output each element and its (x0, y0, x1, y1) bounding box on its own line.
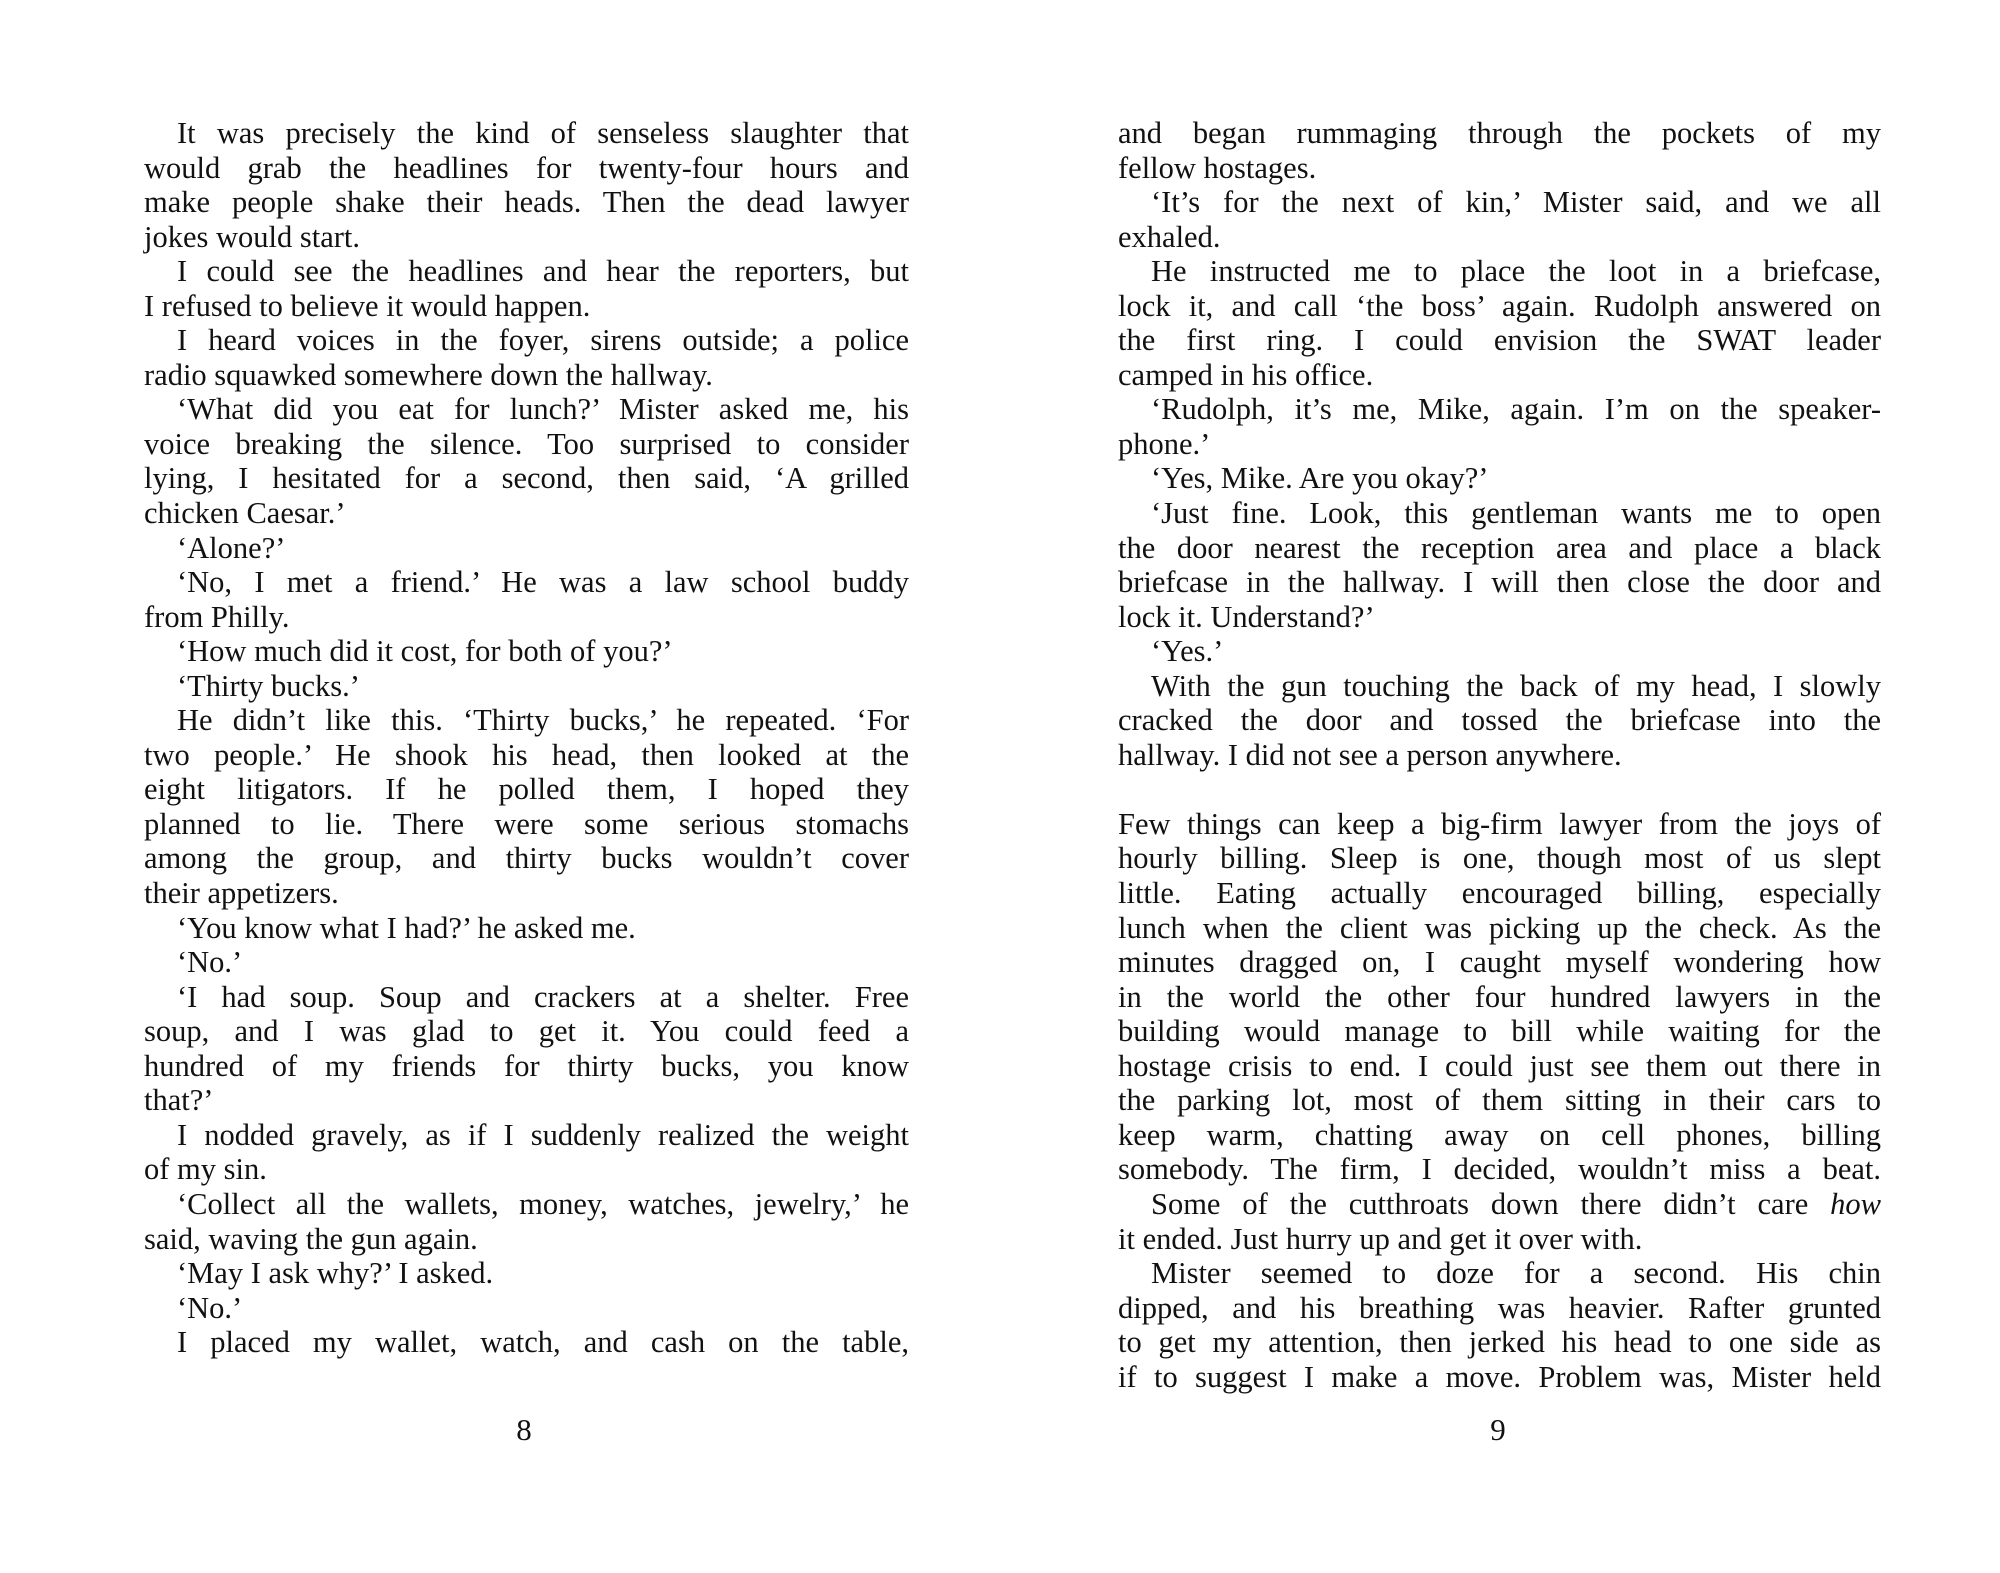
text-line: dipped, and his breathing was heavier. Rafter grunted (1118, 1290, 1881, 1325)
text-line: I nodded gravely, as if I suddenly realized the weight (177, 1117, 909, 1152)
text-line: two people.’ He shook his head, then looked at the (144, 737, 909, 772)
text-line: briefcase in the hallway. I will then close the door and (1118, 565, 1881, 600)
text-line: ‘Collect all the wallets, money, watches, jewelry,’ he (177, 1186, 909, 1221)
text-line: ‘Thirty bucks.’ (177, 668, 360, 703)
text-line: camped in his office. (1118, 357, 1374, 392)
text-line: to get my attention, then jerked his head to one side as (1118, 1325, 1881, 1360)
text-line: chicken Caesar.’ (144, 496, 346, 531)
text-line: exhaled. (1118, 219, 1221, 254)
text-line: lock it, and call ‘the boss’ again. Rudolph answered on (1118, 288, 1881, 323)
text-line: and began rummaging through the pockets of my (1118, 116, 1881, 150)
text-line: if to suggest I make a move. Problem was, Mister held (1118, 1359, 1881, 1394)
text-line: I heard voices in the foyer, sirens outside; a police (177, 323, 909, 358)
text-line: fellow hostages. (1118, 150, 1317, 185)
text-line: jokes would start. (144, 219, 361, 254)
text-line: hundred of my friends for thirty bucks, you know (144, 1048, 909, 1083)
text-line: I placed my wallet, watch, and cash on the table, (177, 1325, 909, 1360)
right-page (1118, 116, 1881, 1394)
left-page (144, 116, 909, 1360)
text-line: their appetizers. (144, 876, 339, 911)
text-line: ‘No, I met a friend.’ He was a law school buddy (177, 565, 909, 600)
text-line: the first ring. I could envision the SWAT leader (1118, 323, 1881, 358)
text-line: It was precisely the kind of senseless slaughter that (177, 116, 909, 150)
text-line: keep warm, chatting away on cell phones, billing (1118, 1117, 1881, 1152)
text-line: ‘Alone?’ (177, 530, 286, 565)
text-line: ‘Just fine. Look, this gentleman wants me to open (1151, 496, 1881, 531)
left-page-text (144, 116, 909, 1360)
text-line: ‘Rudolph, it’s me, Mike, again. I’m on the speaker- (1151, 392, 1881, 427)
text-line: little. Eating actually encouraged billing, especially (1118, 876, 1881, 911)
text-line: ‘No.’ (177, 1290, 243, 1325)
text-line: ‘You know what I had?’ he asked me. (177, 910, 636, 945)
text-line: among the group, and thirty bucks wouldn’t cover (144, 841, 909, 876)
text-line: ‘What did you eat for lunch?’ Mister asked me, his (177, 392, 909, 427)
text-line: the parking lot, most of them sitting in their cars to (1118, 1083, 1881, 1118)
text-line: cracked the door and tossed the briefcase into the (1118, 703, 1881, 738)
text-line: that?’ (144, 1083, 214, 1118)
text-line: radio squawked somewhere down the hallway. (144, 357, 713, 392)
text-line: He instructed me to place the loot in a briefcase, (1151, 254, 1881, 289)
text-line: He didn’t like this. ‘Thirty bucks,’ he repeated. ‘For (177, 703, 909, 738)
text-line: said, waving the gun again. (144, 1221, 478, 1256)
text-line: Mister seemed to doze for a second. His chin (1151, 1256, 1881, 1291)
text-line: minutes dragged on, I caught myself wondering how (1118, 945, 1881, 980)
text-line: lunch when the client was picking up the check. As the (1118, 910, 1881, 945)
text-line: somebody. The firm, I decided, wouldn’t miss a beat. (1118, 1152, 1881, 1187)
text-line: it ended. Just hurry up and get it over with. (1118, 1221, 1643, 1256)
text-line: make people shake their heads. Then the dead lawyer (144, 185, 909, 220)
text-line: in the world the other four hundred lawyers in the (1118, 979, 1881, 1014)
page-number-left: 8 (516, 1412, 532, 1447)
text-line: Few things can keep a big-firm lawyer from the joys of (1118, 806, 1881, 841)
text-line: I could see the headlines and hear the reporters, but (177, 254, 909, 289)
text-line: hallway. I did not see a person anywhere. (1118, 737, 1622, 772)
text-line: of my sin. (144, 1152, 267, 1187)
page-number-right: 9 (1490, 1412, 1506, 1447)
text-line: lying, I hesitated for a second, then said, ‘A grilled (144, 461, 909, 496)
italic-word: how (1830, 1186, 1881, 1221)
text-line: would grab the headlines for twenty-four hours and (144, 150, 909, 185)
text-line: the door nearest the reception area and place a black (1118, 530, 1881, 565)
text-line: ‘No.’ (177, 945, 243, 980)
text-line: ‘May I ask why?’ I asked. (177, 1256, 494, 1291)
text-line: ‘Yes.’ (1151, 634, 1224, 669)
text-line: hostage crisis to end. I could just see them out there in (1118, 1048, 1881, 1083)
text-line: eight litigators. If he polled them, I hoped they (144, 772, 909, 807)
text-line: building would manage to bill while waiting for the (1118, 1014, 1881, 1049)
text-line: lock it. Understand?’ (1118, 599, 1375, 634)
text-line: planned to lie. There were some serious stomachs (144, 806, 909, 841)
text-line: ‘How much did it cost, for both of you?’ (177, 634, 673, 669)
text-line: soup, and I was glad to get it. You could feed a (144, 1014, 909, 1049)
text-line: Some of the cutthroats down there didn’t care how (1151, 1186, 1881, 1221)
text-line: voice breaking the silence. Too surprised to consider (144, 426, 909, 461)
right-page-text (1118, 116, 1881, 1394)
text-line: hourly billing. Sleep is one, though most of us slept (1118, 841, 1881, 876)
text-line: ‘It’s for the next of kin,’ Mister said, and we all (1151, 185, 1881, 220)
blank-line (1118, 772, 1881, 807)
text-line: I refused to believe it would happen. (144, 288, 591, 323)
text-line: With the gun touching the back of my head, I slowly (1151, 668, 1881, 703)
text-line: phone.’ (1118, 426, 1211, 461)
text-line: ‘Yes, Mike. Are you okay?’ (1151, 461, 1489, 496)
text-line: ‘I had soup. Soup and crackers at a shelter. Free (177, 979, 909, 1014)
text-line: from Philly. (144, 599, 290, 634)
